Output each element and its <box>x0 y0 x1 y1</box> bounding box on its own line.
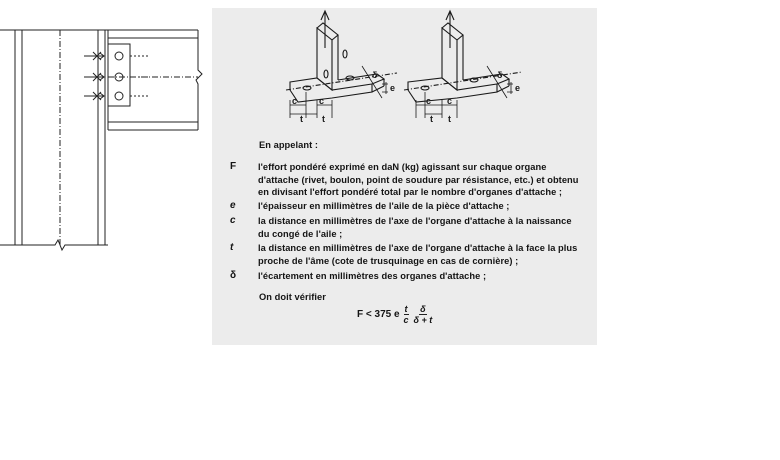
fig1-label-e: e <box>390 83 396 93</box>
fig1-label-delta: δ <box>372 70 378 80</box>
formula-frac2-num: δ <box>420 304 426 314</box>
definition-e-line1: l'épaisseur en millimètres de l'aile de la pièce d'attache ; <box>258 201 510 211</box>
symbol-t: t <box>230 242 234 253</box>
formula-fraction-delta <box>413 304 434 325</box>
fig1-label-c2: c <box>319 96 325 106</box>
intro-text: En appelant : <box>259 140 319 150</box>
symbol-e: e <box>230 200 236 211</box>
definition-F-line1: l'effort pondéré exprimé en daN (kg) agissant sur chaque organe <box>258 162 547 172</box>
symbol-c: c <box>230 215 236 226</box>
formula-lhs: F < 375 e <box>357 309 400 320</box>
fig2-label-e: e <box>515 83 521 93</box>
definition-F-line3: en divisant l'effort pondéré total par le nombre d'organes d'attache ; <box>258 187 563 198</box>
fig2-label-t: t <box>430 114 433 124</box>
definition-F-line2: d'attache (rivet, boulon, point de soudure par résistance, etc.) et obtenu <box>258 174 579 185</box>
formula-frac1-den: c <box>403 315 409 325</box>
figure-1 <box>286 11 397 118</box>
angle-cleat-figures <box>212 8 597 138</box>
fig1-label-t2: t <box>322 114 325 124</box>
definition-c-line1: la distance en millimètres de l'axe de l'organe d'attache à la naissance <box>258 216 572 226</box>
symbol-F: F <box>230 161 237 172</box>
verify-text: On doit vérifier <box>259 292 326 302</box>
figure-2 <box>404 11 522 118</box>
fig1-label-t: t <box>300 114 303 124</box>
definition-c-line2: du congé de l'aile ; <box>258 228 343 239</box>
fig2-label-c2: c <box>447 96 453 106</box>
fig2-label-t2: t <box>448 114 451 124</box>
fig2-label-delta: δ <box>497 70 503 80</box>
definition-t-line2: proche de l'âme (cote de trusquinage en cas de cornière) ; <box>258 255 519 266</box>
definition-delta-line1: l'écartement en millimètres des organes d'attache ; <box>258 271 487 281</box>
formula-fraction-t-over-c <box>403 304 410 325</box>
fig1-label-c: c <box>292 96 298 106</box>
definition-t-line1: la distance en millimètres de l'axe de l'organe d'attache à la face la plus <box>258 243 578 253</box>
symbol-delta: δ <box>230 270 237 281</box>
formula <box>357 304 433 325</box>
formula-frac1-num: t <box>404 304 408 314</box>
formula-frac2-den: δ + t <box>413 315 433 325</box>
beam-column-connection-drawing <box>0 0 212 270</box>
fig2-label-c: c <box>426 96 432 106</box>
